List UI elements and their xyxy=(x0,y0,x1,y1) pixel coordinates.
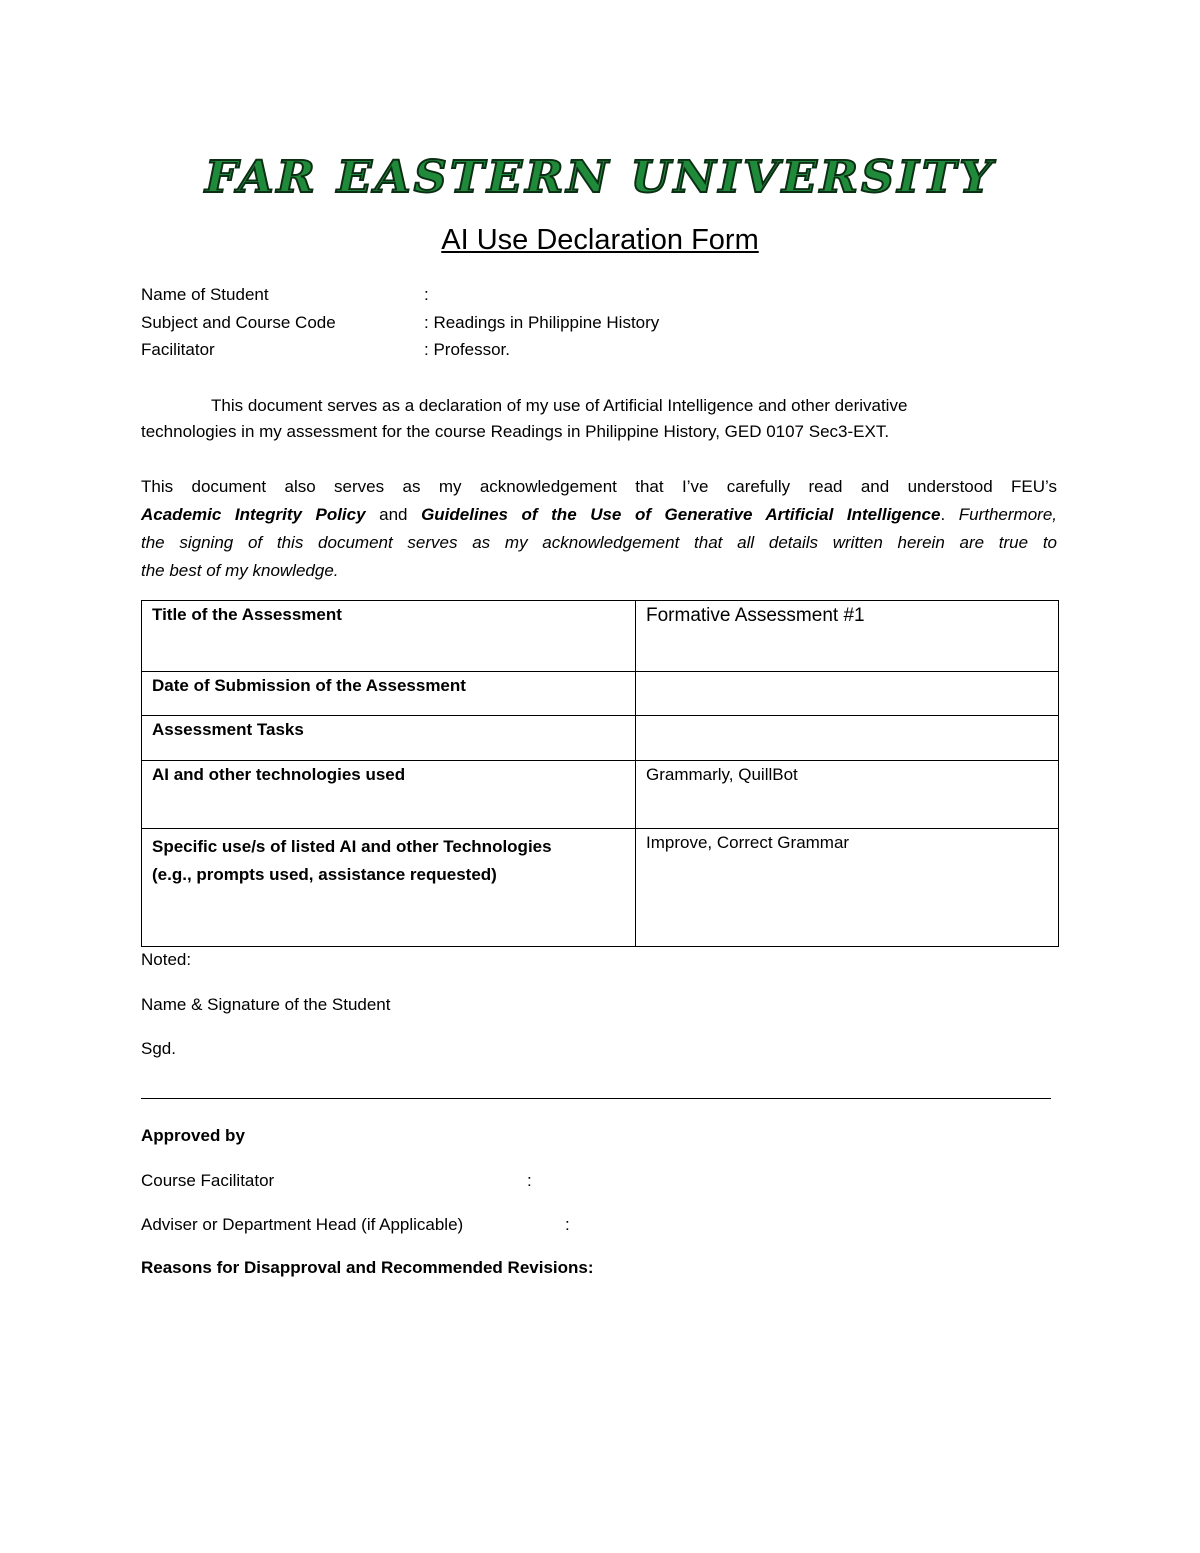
row-label: Assessment Tasks xyxy=(142,716,636,761)
adviser-field xyxy=(141,1215,570,1235)
paragraph-line xyxy=(141,501,1057,529)
course-facilitator-field xyxy=(141,1171,532,1191)
row-label: AI and other technologies used xyxy=(142,761,636,829)
field-subject xyxy=(141,313,659,333)
table-row xyxy=(142,716,1059,761)
row-label-line: Specific use/s of listed AI and other Technologies xyxy=(152,837,552,856)
row-value xyxy=(636,672,1059,716)
paragraph-line: the signing of this document serves as my acknowledgement that all details written herein are true to xyxy=(141,533,1057,552)
field-facilitator xyxy=(141,340,510,360)
field-label: Facilitator xyxy=(141,340,215,359)
field-colon: : xyxy=(527,1171,532,1190)
row-label: Title of the Assessment xyxy=(142,601,636,672)
field-value: : Professor. xyxy=(424,340,510,359)
field-colon: : xyxy=(565,1215,570,1234)
paragraph-line: This document also serves as my acknowledgement that I’ve carefully read and understood FEU’s xyxy=(141,477,1057,496)
signature-line xyxy=(141,1098,1051,1099)
paragraph-word: Furthermore, xyxy=(958,505,1057,524)
field-value: : xyxy=(424,285,429,304)
row-value: Formative Assessment #1 xyxy=(636,601,1059,672)
row-value: Grammarly, QuillBot xyxy=(636,761,1059,829)
paragraph-line: the best of my knowledge. xyxy=(141,561,339,580)
table-row xyxy=(142,672,1059,716)
row-value: Improve, Correct Grammar xyxy=(636,829,1059,947)
paragraph-line: technologies in my assessment for the course Readings in Philippine History, GED 0107 Sec3-EXT. xyxy=(141,422,890,441)
field-label: Adviser or Department Head (if Applicable) xyxy=(141,1215,464,1234)
policy-name: Academic Integrity Policy xyxy=(141,505,366,524)
field-value: : Readings in Philippine History xyxy=(424,313,660,332)
table-row xyxy=(142,761,1059,829)
university-logo: FAR EASTERN UNIVERSITY xyxy=(205,151,995,203)
row-value xyxy=(636,716,1059,761)
reasons-heading: Reasons for Disapproval and Recommended Revisions: xyxy=(141,1258,594,1277)
approved-by-heading: Approved by xyxy=(141,1126,245,1145)
paragraph-word: and xyxy=(379,505,408,524)
signed-mark: Sgd. xyxy=(141,1039,176,1058)
acknowledgement-paragraph xyxy=(141,473,1057,585)
row-label-line: (e.g., prompts used, assistance requested) xyxy=(152,865,497,884)
field-label: Subject and Course Code xyxy=(141,313,336,332)
field-label: Name of Student xyxy=(141,285,269,304)
student-signature-label: Name & Signature of the Student xyxy=(141,995,391,1014)
row-label: Date of Submission of the Assessment xyxy=(142,672,636,716)
declaration-paragraph xyxy=(141,393,1057,445)
table-row xyxy=(142,829,1059,947)
row-label xyxy=(142,829,636,947)
field-label: Course Facilitator xyxy=(141,1171,275,1190)
paragraph-line: This document serves as a declaration of my use of Artificial Intelligence and other derivative xyxy=(211,396,908,415)
noted-label: Noted: xyxy=(141,950,192,969)
paragraph-word: . xyxy=(940,505,946,524)
field-student-name xyxy=(141,285,429,305)
table-row xyxy=(142,601,1059,672)
form-title: AI Use Declaration Form xyxy=(441,224,759,256)
assessment-table xyxy=(141,600,1059,947)
policy-name: Guidelines of the Use of Generative Artificial Intelligence xyxy=(421,505,941,524)
